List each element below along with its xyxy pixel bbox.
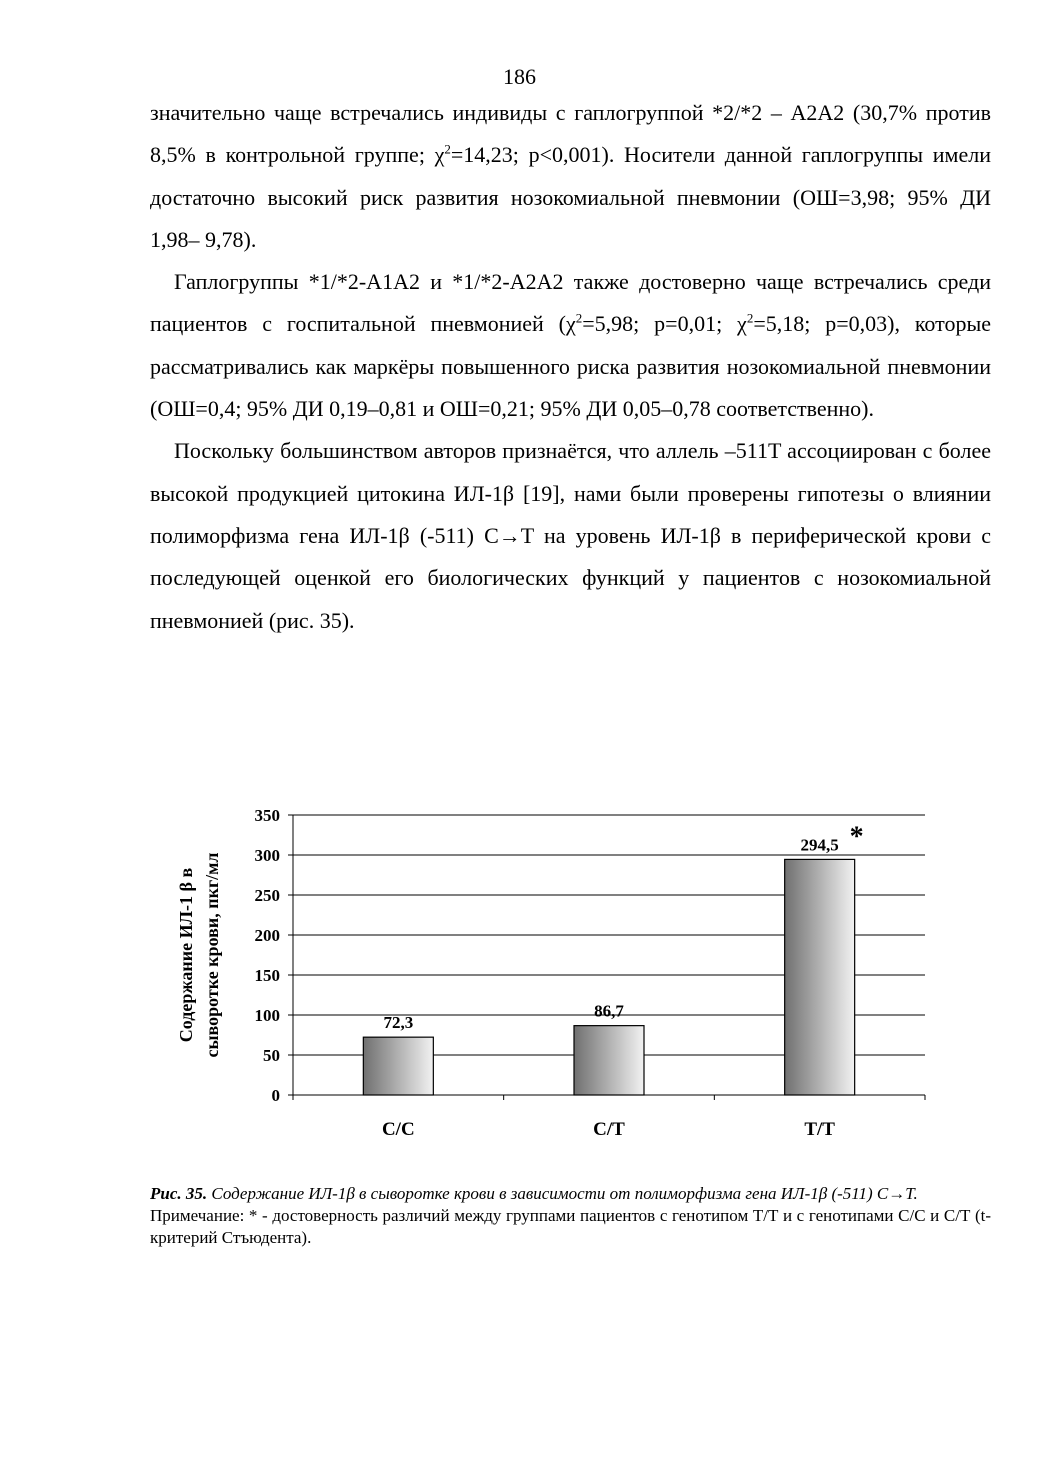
text-segment: =5,18; p=0,03), которые рассматривались как маркёры повышенного риска развития нозокомиальной пневмонии (ОШ=0,4; 95% ДИ 0,19–0,81 и ОШ=0,21; 95% ДИ 0,05–0,78 соответственно). [150, 311, 991, 422]
page-number: 186 [503, 64, 536, 89]
caption-label: Рис. 35. [150, 1184, 208, 1203]
data-label: 86,7 [594, 1001, 624, 1021]
caption-note: Примечание: * - достоверность различий между группами пациентов с генотипом Т/Т и с генотипами С/С и С/Т (t-критерий Стъюдента). [150, 1206, 991, 1247]
superscript: 2 [575, 311, 583, 327]
category-label: T/T [804, 1119, 835, 1140]
y-tick-label: 300 [254, 846, 280, 865]
bar [785, 859, 855, 1095]
caption-title-text: Содержание ИЛ-1β в сыворотке крови в зависимости от полиморфизма гена ИЛ-1β (-511) C→T. [211, 1184, 918, 1203]
superscript: 2 [444, 141, 451, 157]
category-label: C/C [381, 1119, 415, 1140]
paragraph-2 [150, 261, 991, 430]
y-tick-label: 250 [254, 886, 280, 905]
bar [363, 1037, 433, 1095]
bar-chart [140, 790, 940, 1150]
caption-title [150, 1183, 991, 1205]
text-segment: значительно чаще встречались индивиды с гаплогруппой *2/*2 – А2А2 (30,7% против 8,5% в контрольной группе; χ [150, 100, 991, 168]
category-label: C/T [593, 1119, 625, 1140]
y-tick-label: 200 [254, 926, 280, 945]
text-segment: Поскольку большинством авторов признаётся, что аллель –511T ассоциирован с более высокой продукцией цитокина ИЛ-1β [19], нами были проверены гипотезы о влиянии полиморфизма гена ИЛ-1β (-511) C→T на уровень ИЛ-1β в периферической крови с последующей оценкой его биологических функций у пациентов с нозокомиальной пневмонией (рис. 35). [150, 438, 991, 633]
y-axis-label-line: сыворотке крови, пкг/мл [202, 852, 222, 1058]
data-label: 72,3 [383, 1013, 414, 1033]
text-segment: =5,98; p=0,01; χ [582, 311, 747, 337]
body-text [150, 92, 991, 642]
y-axis-label [176, 853, 222, 1058]
superscript: 2 [746, 311, 754, 327]
significance-asterisk: * [849, 821, 864, 853]
paragraph-1 [150, 92, 991, 261]
y-tick-label: 150 [254, 966, 280, 985]
y-tick-label: 50 [263, 1046, 280, 1065]
figure-caption [150, 1183, 991, 1249]
bar [574, 1026, 644, 1095]
y-tick-label: 100 [254, 1006, 280, 1025]
y-tick-label: 350 [254, 806, 280, 825]
text-segment: =14,23; p<0,001). Носители данной гаплогруппы имели достаточно высокий риск развития нозокомиальной пневмонии (ОШ=3,98; 95% ДИ 1,98– 9,78). [150, 142, 991, 252]
paragraph-3 [150, 430, 991, 641]
chart-labels [176, 806, 864, 1140]
text-segment: Гаплогруппы *1/*2-A1A2 и *1/*2-A2A2 также достоверно чаще встречались среди пациентов с госпитальной пневмонией (χ [150, 269, 991, 337]
y-tick-label: 0 [271, 1086, 280, 1105]
data-label: 294,5 [800, 835, 839, 855]
y-axis-label-line: Содержание ИЛ-1 β в [176, 867, 196, 1043]
